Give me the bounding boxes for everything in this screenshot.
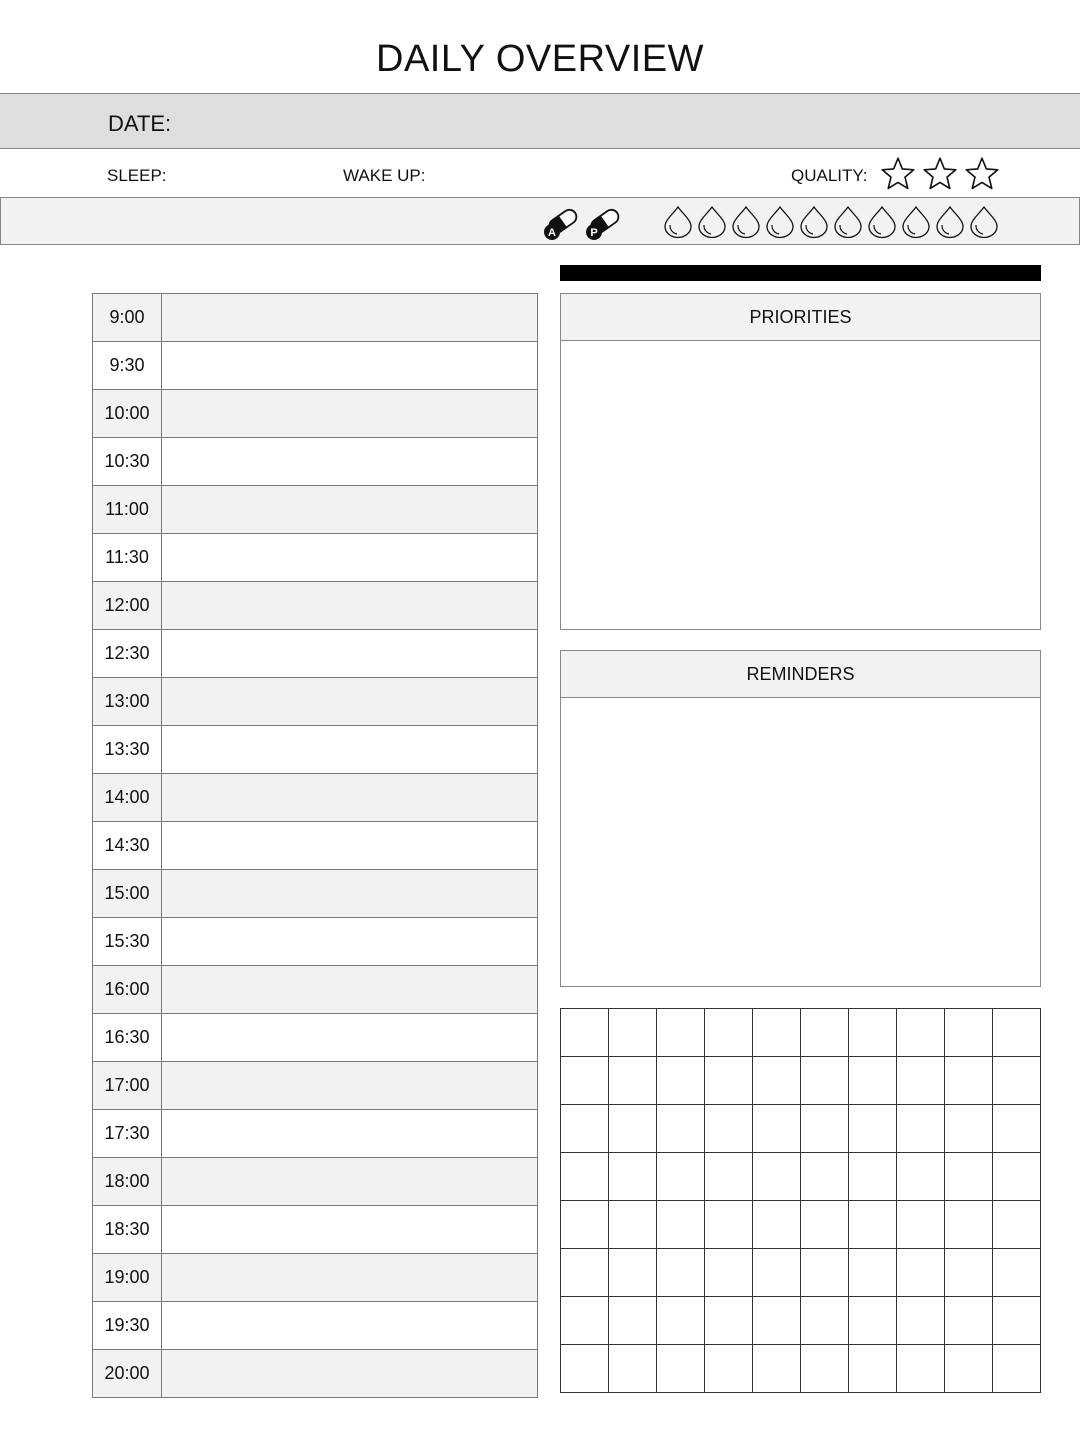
grid-cell[interactable]	[897, 1057, 945, 1105]
grid-cell[interactable]	[897, 1153, 945, 1201]
time-label: 12:30	[93, 630, 162, 678]
grid-cell[interactable]	[897, 1249, 945, 1297]
time-label: 18:00	[93, 1158, 162, 1206]
grid-cell[interactable]	[993, 1153, 1041, 1201]
grid-cell[interactable]	[705, 1345, 753, 1393]
grid-cell[interactable]	[897, 1201, 945, 1249]
water-drop-icon[interactable]	[901, 205, 931, 239]
grid-cell[interactable]	[801, 1057, 849, 1105]
divider-bar	[560, 265, 1041, 281]
grid-cell[interactable]	[657, 1249, 705, 1297]
grid-cell[interactable]	[753, 1009, 801, 1057]
grid-cell[interactable]	[561, 1201, 609, 1249]
schedule-entry[interactable]	[162, 390, 538, 438]
grid-cell[interactable]	[657, 1105, 705, 1153]
schedule-row	[93, 678, 538, 726]
grid-cell[interactable]	[657, 1153, 705, 1201]
grid-cell[interactable]	[705, 1105, 753, 1153]
grid-cell[interactable]	[753, 1057, 801, 1105]
date-label: DATE:	[108, 111, 172, 136]
grid-cell[interactable]	[705, 1153, 753, 1201]
reminders-box[interactable]	[560, 650, 1041, 987]
pill-icon[interactable]	[582, 206, 622, 242]
notes-grid	[560, 1008, 1041, 1393]
schedule-entry[interactable]	[162, 1110, 538, 1158]
schedule-entry[interactable]	[162, 438, 538, 486]
schedule-row	[93, 390, 538, 438]
pill-letter: P	[590, 227, 598, 239]
schedule-entry[interactable]	[162, 534, 538, 582]
grid-row	[561, 1057, 1041, 1105]
quality-label: QUALITY:	[791, 166, 868, 185]
grid-cell[interactable]	[993, 1345, 1041, 1393]
schedule-entry[interactable]	[162, 582, 538, 630]
pill-letter: A	[548, 227, 556, 239]
time-label: 19:30	[93, 1302, 162, 1350]
grid-row	[561, 1249, 1041, 1297]
schedule-entry[interactable]	[162, 630, 538, 678]
schedule-row	[93, 1254, 538, 1302]
grid-cell[interactable]	[945, 1297, 993, 1345]
grid-cell[interactable]	[609, 1153, 657, 1201]
star-outline-icon[interactable]	[880, 156, 916, 192]
grid-row	[561, 1345, 1041, 1393]
grid-cell[interactable]	[993, 1009, 1041, 1057]
grid-cell[interactable]	[849, 1153, 897, 1201]
grid-cell[interactable]	[849, 1057, 897, 1105]
water-drop-icon[interactable]	[799, 205, 829, 239]
grid-cell[interactable]	[897, 1345, 945, 1393]
time-label: 20:00	[93, 1350, 162, 1398]
schedule-entry[interactable]	[162, 1302, 538, 1350]
water-drop-icon[interactable]	[969, 205, 999, 239]
grid-row	[561, 1009, 1041, 1057]
time-label: 9:00	[93, 294, 162, 342]
grid-cell[interactable]	[801, 1297, 849, 1345]
schedule-row	[93, 342, 538, 390]
grid-cell[interactable]	[945, 1249, 993, 1297]
water-drop-icon[interactable]	[765, 205, 795, 239]
grid-cell[interactable]	[849, 1249, 897, 1297]
grid-cell[interactable]	[993, 1105, 1041, 1153]
schedule-row	[93, 966, 538, 1014]
grid-cell[interactable]	[657, 1297, 705, 1345]
schedule-entry[interactable]	[162, 486, 538, 534]
reminders-title: REMINDERS	[561, 651, 1040, 698]
schedule-entry[interactable]	[162, 918, 538, 966]
schedule-entry[interactable]	[162, 822, 538, 870]
grid-cell[interactable]	[993, 1297, 1041, 1345]
tracker-bar	[0, 197, 1080, 245]
grid-cell[interactable]	[753, 1345, 801, 1393]
grid-cell[interactable]	[897, 1009, 945, 1057]
water-drop-icon[interactable]	[663, 205, 693, 239]
time-label: 13:30	[93, 726, 162, 774]
grid-cell[interactable]	[561, 1345, 609, 1393]
grid-cell[interactable]	[753, 1297, 801, 1345]
schedule-row	[93, 534, 538, 582]
sleep-label: SLEEP:	[107, 166, 167, 185]
pill-icon[interactable]	[540, 206, 580, 242]
time-label: 15:30	[93, 918, 162, 966]
schedule-row	[93, 822, 538, 870]
grid-cell[interactable]	[753, 1153, 801, 1201]
grid-cell[interactable]	[753, 1201, 801, 1249]
grid-cell[interactable]	[609, 1297, 657, 1345]
schedule-entry[interactable]	[162, 1014, 538, 1062]
grid-row	[561, 1105, 1041, 1153]
grid-cell[interactable]	[609, 1249, 657, 1297]
grid-cell[interactable]	[561, 1105, 609, 1153]
grid-cell[interactable]	[561, 1057, 609, 1105]
grid-cell[interactable]	[993, 1057, 1041, 1105]
schedule-entry[interactable]	[162, 1254, 538, 1302]
grid-cell[interactable]	[945, 1057, 993, 1105]
grid-cell[interactable]	[993, 1201, 1041, 1249]
star-outline-icon[interactable]	[964, 156, 1000, 192]
water-drop-icon[interactable]	[697, 205, 727, 239]
time-label: 16:00	[93, 966, 162, 1014]
grid-cell[interactable]	[657, 1345, 705, 1393]
grid-cell[interactable]	[609, 1345, 657, 1393]
water-drop-icon[interactable]	[867, 205, 897, 239]
water-drop-icon[interactable]	[833, 205, 863, 239]
grid-row	[561, 1297, 1041, 1345]
schedule-entry[interactable]	[162, 726, 538, 774]
grid-cell[interactable]	[849, 1201, 897, 1249]
grid-cell[interactable]	[561, 1153, 609, 1201]
time-label: 11:30	[93, 534, 162, 582]
grid-cell[interactable]	[657, 1201, 705, 1249]
grid-cell[interactable]	[849, 1297, 897, 1345]
grid-cell[interactable]	[849, 1345, 897, 1393]
schedule-row	[93, 726, 538, 774]
grid-cell[interactable]	[849, 1009, 897, 1057]
grid-row	[561, 1153, 1041, 1201]
schedule-row	[93, 1302, 538, 1350]
grid-cell[interactable]	[609, 1057, 657, 1105]
schedule-row	[93, 630, 538, 678]
schedule-entry[interactable]	[162, 342, 538, 390]
time-label: 17:00	[93, 1062, 162, 1110]
schedule-row	[93, 438, 538, 486]
grid-cell[interactable]	[945, 1201, 993, 1249]
grid-cell[interactable]	[753, 1249, 801, 1297]
time-label: 14:30	[93, 822, 162, 870]
schedule-row	[93, 774, 538, 822]
time-label: 9:30	[93, 342, 162, 390]
schedule-row	[93, 1350, 538, 1398]
grid-cell[interactable]	[561, 1297, 609, 1345]
grid-row	[561, 1201, 1041, 1249]
grid-cell[interactable]	[897, 1297, 945, 1345]
grid-cell[interactable]	[945, 1105, 993, 1153]
time-label: 10:30	[93, 438, 162, 486]
schedule-entry[interactable]	[162, 1062, 538, 1110]
grid-cell[interactable]	[801, 1249, 849, 1297]
time-label: 17:30	[93, 1110, 162, 1158]
sleep-row	[0, 150, 1080, 197]
schedule-row	[93, 918, 538, 966]
grid-cell[interactable]	[753, 1105, 801, 1153]
schedule-row	[93, 1110, 538, 1158]
schedule-row	[93, 1206, 538, 1254]
grid-cell[interactable]	[801, 1345, 849, 1393]
grid-cell[interactable]	[993, 1249, 1041, 1297]
grid-cell[interactable]	[801, 1009, 849, 1057]
date-bar	[0, 93, 1080, 149]
schedule-row	[93, 1014, 538, 1062]
grid-cell[interactable]	[801, 1201, 849, 1249]
grid-cell[interactable]	[705, 1009, 753, 1057]
time-label: 11:00	[93, 486, 162, 534]
grid-cell[interactable]	[561, 1009, 609, 1057]
time-label: 18:30	[93, 1206, 162, 1254]
time-label: 12:00	[93, 582, 162, 630]
time-label: 14:00	[93, 774, 162, 822]
schedule-row	[93, 486, 538, 534]
time-label: 19:00	[93, 1254, 162, 1302]
grid-cell[interactable]	[609, 1009, 657, 1057]
schedule-entry[interactable]	[162, 1158, 538, 1206]
time-label: 10:00	[93, 390, 162, 438]
grid-cell[interactable]	[561, 1249, 609, 1297]
priorities-title: PRIORITIES	[561, 294, 1040, 341]
grid-cell[interactable]	[945, 1153, 993, 1201]
grid-cell[interactable]	[609, 1105, 657, 1153]
grid-cell[interactable]	[801, 1105, 849, 1153]
schedule-entry[interactable]	[162, 966, 538, 1014]
schedule-row	[93, 1158, 538, 1206]
time-label: 16:30	[93, 1014, 162, 1062]
grid-cell[interactable]	[801, 1153, 849, 1201]
schedule-entry[interactable]	[162, 870, 538, 918]
schedule-row	[93, 294, 538, 342]
star-outline-icon[interactable]	[922, 156, 958, 192]
grid-cell[interactable]	[897, 1105, 945, 1153]
priorities-box[interactable]	[560, 293, 1041, 630]
grid-cell[interactable]	[705, 1201, 753, 1249]
grid-cell[interactable]	[705, 1297, 753, 1345]
grid-cell[interactable]	[705, 1249, 753, 1297]
time-label: 13:00	[93, 678, 162, 726]
schedule-entry[interactable]	[162, 1206, 538, 1254]
grid-cell[interactable]	[609, 1201, 657, 1249]
schedule-row	[93, 582, 538, 630]
wake-up-label: WAKE UP:	[343, 166, 426, 185]
grid-cell[interactable]	[705, 1057, 753, 1105]
schedule-table	[92, 293, 538, 1398]
grid-cell[interactable]	[945, 1345, 993, 1393]
water-drop-icon[interactable]	[935, 205, 965, 239]
time-label: 15:00	[93, 870, 162, 918]
grid-cell[interactable]	[849, 1105, 897, 1153]
schedule-entry[interactable]	[162, 774, 538, 822]
page-title: DAILY OVERVIEW	[376, 38, 704, 80]
water-drop-icon[interactable]	[731, 205, 761, 239]
schedule-entry[interactable]	[162, 294, 538, 342]
schedule-row	[93, 870, 538, 918]
grid-cell[interactable]	[945, 1009, 993, 1057]
schedule-entry[interactable]	[162, 1350, 538, 1398]
grid-cell[interactable]	[657, 1009, 705, 1057]
grid-cell[interactable]	[657, 1057, 705, 1105]
schedule-row	[93, 1062, 538, 1110]
schedule-entry[interactable]	[162, 678, 538, 726]
